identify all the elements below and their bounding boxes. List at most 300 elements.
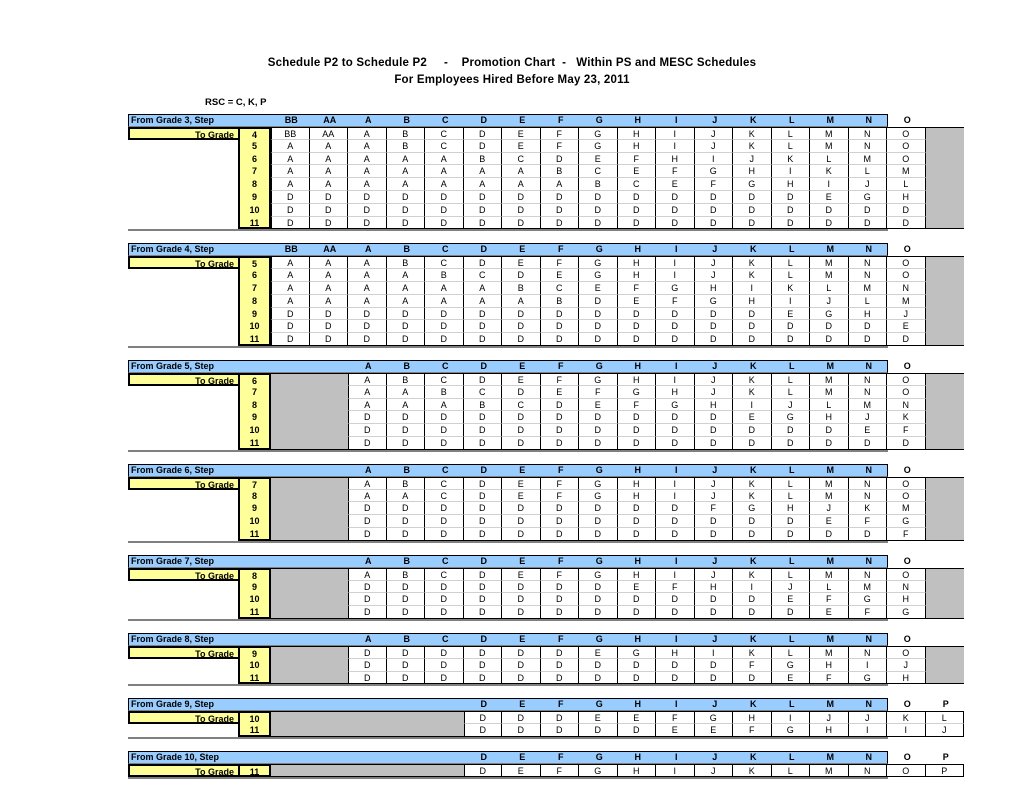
column-header: O xyxy=(903,360,911,371)
column-header: L xyxy=(789,699,795,710)
grid-cell: G xyxy=(772,724,811,737)
column-header: A xyxy=(365,360,372,371)
grid-cell: E xyxy=(541,269,580,282)
grid-cell: C xyxy=(425,477,464,490)
filler-cell xyxy=(271,659,310,672)
filler-cell xyxy=(926,672,965,685)
grid-cell: D xyxy=(310,191,349,204)
table-row xyxy=(128,672,909,685)
column-header: N xyxy=(865,751,872,762)
to-grade-step: 9 xyxy=(238,308,271,321)
grid-cell: D xyxy=(348,646,387,659)
grid-cell: D xyxy=(541,204,580,217)
column-header: H xyxy=(634,633,641,644)
grid-cell: D xyxy=(425,308,464,321)
grid-cell: K xyxy=(887,411,926,424)
filler-cell xyxy=(310,528,349,541)
grid-cell: D xyxy=(772,320,811,333)
filler-cell xyxy=(271,490,310,503)
grid-cell: D xyxy=(733,204,772,217)
grid-cell: D xyxy=(541,191,580,204)
grid-cell: D xyxy=(810,437,849,450)
filler-cell xyxy=(310,373,349,386)
grid-cell: K xyxy=(733,256,772,269)
grid-cell: D xyxy=(541,308,580,321)
grid-cell: D xyxy=(656,191,695,204)
grid-cell: L xyxy=(772,386,811,399)
grid-cell: A xyxy=(271,282,310,295)
to-grade-banner xyxy=(128,646,238,659)
to-grade-step: 10 xyxy=(238,711,271,724)
table-row xyxy=(128,140,910,153)
from-grade-label: From Grade 3, Step xyxy=(131,115,215,125)
grid-cell: O xyxy=(887,256,926,269)
to-grade-banner xyxy=(128,127,238,140)
grid-cell: D xyxy=(579,295,618,308)
grid-cell: D xyxy=(464,490,503,503)
column-header: K xyxy=(750,244,757,255)
column-header: A xyxy=(365,244,372,255)
grid-cell: E xyxy=(502,256,541,269)
grid-cell: E xyxy=(849,424,888,437)
grid-cell: A xyxy=(271,295,310,308)
grid-cell: B xyxy=(387,373,426,386)
grid-cell: D xyxy=(579,308,618,321)
grid-cell: D xyxy=(618,320,657,333)
grid-cell: F xyxy=(656,295,695,308)
column-header: E xyxy=(519,555,526,566)
grid-cell: L xyxy=(810,153,849,166)
grid-cell: B xyxy=(387,127,426,140)
filler-cell xyxy=(271,711,310,724)
filler-cell xyxy=(271,515,310,528)
column-header: O xyxy=(903,699,911,710)
grid-cell: N xyxy=(849,764,888,777)
grid-cell: G xyxy=(579,490,618,503)
table-row xyxy=(128,165,910,178)
grid-cell: F xyxy=(810,672,849,685)
column-header: N xyxy=(865,699,872,710)
grid-cell: E xyxy=(887,320,926,333)
grid-cell: D xyxy=(502,606,541,619)
grid-cell: A xyxy=(348,490,387,503)
block-header xyxy=(128,698,949,711)
to-grade-step: 10 xyxy=(238,204,271,217)
grid-cell: G xyxy=(579,568,618,581)
filler-cell xyxy=(926,568,965,581)
grid-cell: A xyxy=(271,140,310,153)
grid-cell: D xyxy=(579,333,618,346)
column-header: D xyxy=(480,115,487,125)
grid-cell: O xyxy=(887,373,926,386)
grid-cell: D xyxy=(849,333,888,346)
grid-cell: D xyxy=(810,204,849,217)
filler-cell xyxy=(926,606,965,619)
grid-cell: D xyxy=(387,191,426,204)
grid-cell: H xyxy=(618,490,657,503)
column-header: K xyxy=(750,555,757,566)
filler-cell xyxy=(926,165,965,178)
filler-cell xyxy=(310,581,349,594)
grid-cell: D xyxy=(348,333,387,346)
column-header: I xyxy=(674,633,678,644)
grid-cell: D xyxy=(733,333,772,346)
grid-cell: D xyxy=(464,477,503,490)
grid-cell: D xyxy=(695,593,734,606)
grid-cell: D xyxy=(348,528,387,541)
filler-cell xyxy=(271,502,310,515)
block-header xyxy=(128,243,911,256)
column-header: L xyxy=(789,555,795,566)
column-header: M xyxy=(826,360,834,371)
to-grade-banner xyxy=(128,593,238,606)
column-header: N xyxy=(865,633,872,644)
grid-cell: B xyxy=(541,295,580,308)
grid-cell: K xyxy=(733,127,772,140)
grid-cell: D xyxy=(618,659,657,672)
grid-cell: D xyxy=(541,528,580,541)
grid-cell: D xyxy=(541,646,580,659)
grid-cell: D xyxy=(271,204,310,217)
grid-cell: D xyxy=(656,437,695,450)
grid-cell: A xyxy=(348,399,387,412)
grid-cell: D xyxy=(348,606,387,619)
grid-cell: G xyxy=(887,606,926,619)
to-grade-step: 7 xyxy=(238,282,271,295)
grid-cell: A xyxy=(541,178,580,191)
column-header: M xyxy=(826,115,834,125)
grid-cell: J xyxy=(733,153,772,166)
to-grade-banner xyxy=(128,320,238,333)
column-header: H xyxy=(634,244,641,255)
to-grade-label: To Grade xyxy=(195,648,234,659)
grid-cell: D xyxy=(579,424,618,437)
grid-cell: D xyxy=(810,528,849,541)
filler-cell xyxy=(271,437,310,450)
grid-cell: O xyxy=(887,764,926,777)
column-header: I xyxy=(674,244,678,255)
column-header: A xyxy=(365,555,372,566)
grid-cell: A xyxy=(271,178,310,191)
grid-cell: E xyxy=(502,477,541,490)
column-header: G xyxy=(595,115,603,125)
grid-cell: J xyxy=(695,140,734,153)
grid-cell: D xyxy=(695,204,734,217)
grid-cell: D xyxy=(579,411,618,424)
to-grade-banner xyxy=(128,502,238,515)
column-header: B xyxy=(403,555,410,566)
grid-cell: D xyxy=(502,308,541,321)
grid-cell: M xyxy=(849,399,888,412)
to-grade-banner xyxy=(128,256,238,269)
grid-cell: D xyxy=(618,411,657,424)
filler-cell xyxy=(310,399,349,412)
filler-cell xyxy=(926,646,965,659)
grid-cell: A xyxy=(425,165,464,178)
grid-cell: M xyxy=(887,502,926,515)
table-row xyxy=(128,373,910,386)
grid-cell: D xyxy=(464,659,503,672)
grid-cell: AA xyxy=(310,127,349,140)
filler-cell xyxy=(387,764,426,777)
column-header: O xyxy=(903,555,911,566)
block-divider xyxy=(128,619,888,621)
grid-cell: D xyxy=(387,659,426,672)
grid-cell: O xyxy=(887,646,926,659)
from-grade-label: From Grade 7, Step xyxy=(131,555,215,566)
grid-cell: A xyxy=(348,127,387,140)
filler-cell xyxy=(926,153,965,166)
grid-cell: D xyxy=(579,581,618,594)
grid-cell: D xyxy=(271,308,310,321)
grid-cell: H xyxy=(618,568,657,581)
from-grade-label: From Grade 4, Step xyxy=(131,244,215,255)
grid-cell: D xyxy=(695,515,734,528)
grid-cell: A xyxy=(387,178,426,191)
grid-cell: D xyxy=(579,320,618,333)
column-header: AA xyxy=(323,244,337,255)
filler-cell xyxy=(271,424,310,437)
grid-cell: M xyxy=(849,581,888,594)
grid-cell: D xyxy=(541,153,580,166)
column-header: H xyxy=(634,555,641,566)
grid-cell: I xyxy=(656,140,695,153)
to-grade-step: 8 xyxy=(238,295,271,308)
grid-cell: D xyxy=(810,424,849,437)
column-header: M xyxy=(826,751,834,762)
grid-cell: D xyxy=(849,320,888,333)
grid-cell: G xyxy=(579,140,618,153)
filler-cell xyxy=(926,581,965,594)
grid-cell: D xyxy=(541,672,580,685)
to-grade-step: 8 xyxy=(238,399,271,412)
grid-cell: D xyxy=(464,411,503,424)
column-header: M xyxy=(826,699,834,710)
grid-cell: D xyxy=(541,424,580,437)
grid-cell: G xyxy=(810,308,849,321)
grid-cell: A xyxy=(387,295,426,308)
column-header: E xyxy=(519,699,526,710)
grid-cell: E xyxy=(618,581,657,594)
grid-cell: D xyxy=(464,127,503,140)
grid-cell: N xyxy=(849,646,888,659)
grid-cell: F xyxy=(541,490,580,503)
to-grade-banner xyxy=(128,153,238,166)
grid-cell: D xyxy=(695,437,734,450)
table-row xyxy=(128,437,909,450)
grid-cell: D xyxy=(849,528,888,541)
filler-cell xyxy=(310,568,349,581)
grid-cell: O xyxy=(887,269,926,282)
grid-cell: D xyxy=(348,411,387,424)
grid-cell: D xyxy=(887,204,926,217)
grid-cell: D xyxy=(810,217,849,230)
column-header: H xyxy=(634,751,641,762)
table-row xyxy=(128,593,909,606)
column-header: D xyxy=(480,751,487,762)
grid-cell: D xyxy=(387,320,426,333)
column-header: G xyxy=(595,633,603,644)
grid-cell: K xyxy=(733,490,772,503)
to-grade-banner xyxy=(128,764,238,777)
grid-cell: D xyxy=(733,191,772,204)
grid-cell: B xyxy=(464,399,503,412)
grid-cell: A xyxy=(464,178,503,191)
grid-cell: D xyxy=(464,672,503,685)
grid-cell: C xyxy=(579,165,618,178)
grid-cell: A xyxy=(348,165,387,178)
to-grade-banner xyxy=(128,437,238,450)
grid-cell: D xyxy=(310,320,349,333)
grid-cell: N xyxy=(849,373,888,386)
to-grade-banner xyxy=(128,424,238,437)
grid-cell: E xyxy=(579,646,618,659)
column-header: L xyxy=(789,464,795,475)
grid-cell: C xyxy=(618,178,657,191)
column-header: D xyxy=(480,555,487,566)
table-row xyxy=(128,646,910,659)
filler-cell xyxy=(425,711,464,724)
grid-cell: D xyxy=(887,217,926,230)
grid-cell: D xyxy=(502,502,541,515)
from-grade-label: From Grade 5, Step xyxy=(131,360,215,371)
grid-cell: D xyxy=(618,217,657,230)
filler-cell xyxy=(348,764,387,777)
filler-cell xyxy=(271,477,310,490)
grid-cell: J xyxy=(849,711,888,724)
grid-cell: J xyxy=(695,386,734,399)
grid-cell: G xyxy=(618,386,657,399)
grid-cell: D xyxy=(387,515,426,528)
grid-cell: A xyxy=(348,153,387,166)
to-grade-step: 7 xyxy=(238,386,271,399)
grid-cell: A xyxy=(348,568,387,581)
grid-cell: E xyxy=(502,568,541,581)
grid-cell: H xyxy=(849,308,888,321)
grid-cell: A xyxy=(387,269,426,282)
grid-cell: D xyxy=(733,424,772,437)
column-header: J xyxy=(712,115,718,125)
to-grade-label: To Grade xyxy=(195,130,234,140)
grid-cell: C xyxy=(425,568,464,581)
filler-cell xyxy=(926,593,965,606)
column-header: F xyxy=(558,360,564,371)
filler-cell xyxy=(271,373,310,386)
grid-cell: K xyxy=(733,386,772,399)
grid-cell: L xyxy=(810,581,849,594)
grid-cell: J xyxy=(695,127,734,140)
grid-cell: A xyxy=(387,386,426,399)
table-row xyxy=(128,528,909,541)
grid-cell: D xyxy=(618,333,657,346)
table-row xyxy=(128,606,910,619)
grid-cell: N xyxy=(887,581,926,594)
block-body xyxy=(128,646,910,684)
table-row xyxy=(128,515,910,528)
column-header: J xyxy=(712,555,718,566)
column-header: H xyxy=(634,115,641,125)
filler-cell xyxy=(926,320,965,333)
grid-cell: G xyxy=(733,502,772,515)
block-body xyxy=(128,477,910,541)
column-header: F xyxy=(558,115,564,125)
grid-cell: D xyxy=(502,386,541,399)
grid-cell: A xyxy=(502,295,541,308)
grid-cell: I xyxy=(849,659,888,672)
to-grade-banner xyxy=(128,295,238,308)
grid-cell: J xyxy=(695,256,734,269)
filler-cell xyxy=(926,515,965,528)
grid-cell: D xyxy=(502,528,541,541)
grid-cell: D xyxy=(618,528,657,541)
grid-cell: H xyxy=(656,646,695,659)
grid-cell: J xyxy=(849,411,888,424)
column-header: K xyxy=(750,115,757,125)
grid-cell: D xyxy=(656,659,695,672)
filler-cell xyxy=(926,295,965,308)
grid-cell: D xyxy=(464,724,503,737)
grid-cell: D xyxy=(579,528,618,541)
block-divider xyxy=(128,346,888,348)
grid-cell: E xyxy=(502,764,541,777)
grid-cell: H xyxy=(618,140,657,153)
column-header: D xyxy=(480,633,487,644)
to-grade-banner xyxy=(128,386,238,399)
column-header: H xyxy=(634,360,641,371)
grid-cell: N xyxy=(849,140,888,153)
title-block xyxy=(0,55,1024,89)
to-grade-label: To Grade xyxy=(195,479,234,490)
table-row xyxy=(128,386,910,399)
column-header: C xyxy=(442,360,449,371)
to-grade-label: To Grade xyxy=(195,375,234,386)
column-header: O xyxy=(903,244,911,255)
grid-cell: D xyxy=(618,308,657,321)
grid-cell: N xyxy=(849,269,888,282)
grid-cell: I xyxy=(887,724,926,737)
grid-cell: D xyxy=(733,593,772,606)
to-grade-step: 11 xyxy=(238,672,271,685)
filler-cell xyxy=(926,191,965,204)
grid-cell: D xyxy=(348,581,387,594)
grid-cell: C xyxy=(464,386,503,399)
filler-cell xyxy=(310,490,349,503)
grid-cell: D xyxy=(695,320,734,333)
grid-cell: D xyxy=(464,515,503,528)
grid-cell: A xyxy=(387,399,426,412)
grid-cell: L xyxy=(772,373,811,386)
table-row xyxy=(128,477,910,490)
to-grade-banner xyxy=(128,568,238,581)
to-grade-step: 5 xyxy=(238,140,271,153)
grid-cell: M xyxy=(810,269,849,282)
column-header: C xyxy=(442,115,449,125)
grid-cell: D xyxy=(464,606,503,619)
grid-cell: F xyxy=(810,593,849,606)
grid-cell: D xyxy=(656,502,695,515)
grid-cell: D xyxy=(425,191,464,204)
grid-cell: K xyxy=(849,502,888,515)
grid-cell: D xyxy=(464,764,503,777)
grid-cell: I xyxy=(656,127,695,140)
grid-cell: D xyxy=(502,411,541,424)
grid-cell: D xyxy=(656,424,695,437)
grid-cell: F xyxy=(541,764,580,777)
to-grade-step: 7 xyxy=(238,165,271,178)
grid-cell: D xyxy=(618,593,657,606)
column-header: C xyxy=(442,633,449,644)
grid-cell: D xyxy=(387,593,426,606)
